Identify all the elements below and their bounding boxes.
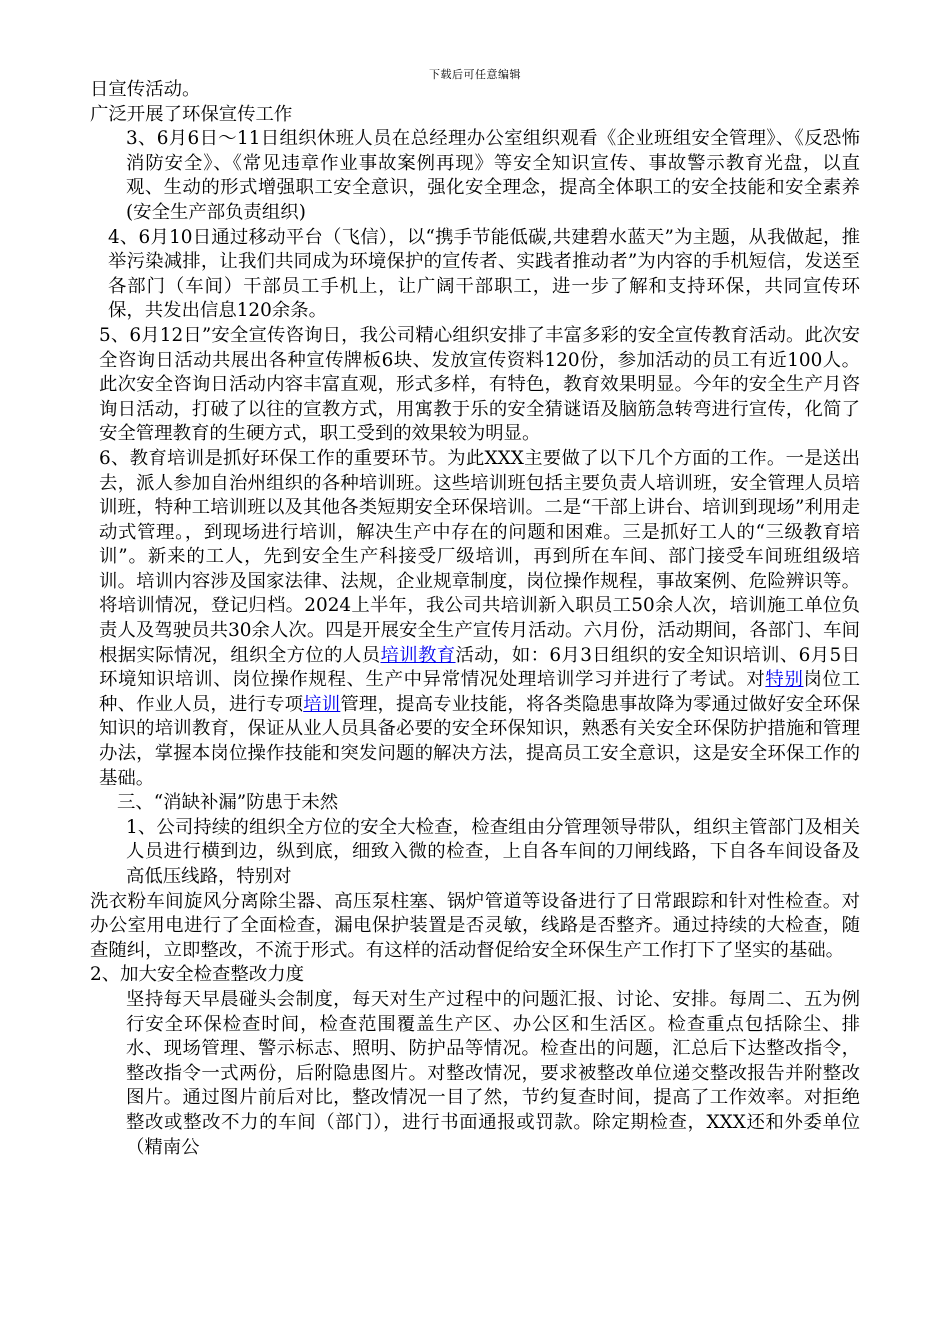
paragraph-4: 4、6月10日通过移动平台（飞信），以“携手节能低碳,共建碧水蓝天”为主题，从我做起，推举污染减排，让我们共同成为环境保护的宣传者、实践者推动者”为内容的手机短信，发送至各部门（车间）干部员工手机上，让广阔干部职工，进一步了解和支持环保，共同宣传环保，共发出信息120余条。 — [108, 226, 860, 322]
subheading-2: 2、加大安全检查整改力度 — [90, 964, 304, 986]
training-link[interactable]: 培训 — [303, 693, 341, 715]
paragraph-11: 坚持每天早晨碰头会制度，每天对生产过程中的问题汇报、讨论、安排。每周二、五为例行安全环保检查时间，检查范围覆盖生产区、办公区和生活区。检查重点包括除尘、排水、现场管理、警示标志、照明、防护品等情况。检查出的问题，汇总后下达整改指令，整改指令一式两份，后附隐患图片。对整改情况，要求被整改单位递交整改报告并附整改图片。通过图片前后对比，整改情况一目了然，节约复查时间，提高了工作效率。对拒绝整改或整改不力的车间（部门），进行书面通报或罚款。除定期检查，XXX还和外委单位（精南公 — [126, 988, 860, 1158]
section-heading-3: 三、“消缺补漏”防患于未然 — [117, 792, 339, 814]
paragraph-1: 日宣传活动。 — [90, 79, 201, 100]
header-note: 下载后可任意编辑 — [429, 68, 521, 81]
paragraph-6-text-d: 管理，提高专业技能，将各类隐患事故降为零通过做好安全环保知识的培训教育，保证从业人员具备必要的安全环保知识，熟悉有关安全环保防护措施和管理办法，掌握本岗位操作技能和突发问题的解决方法，提高员工安全意识，这是安全环保工作的基础。 — [99, 693, 860, 789]
paragraph-2: 广泛开展了环保宣传工作 — [90, 103, 293, 125]
paragraph-5: 5、6月12日”安全宣传咨询日，我公司精心组织安排了丰富多彩的安全宣传教育活动。此次安全咨询日活动共展出各种宣传牌板6块、发放宣传资料120份，参加活动的员工有近100人。此次安全咨询日活动内容丰富直观，形式多样，有特色，教育效果明显。今年的安全生产月咨询日活动，打破了以往的宣教方式，用寓教于乐的安全猜谜语及脑筋急转弯进行宣传，化简了安全管理教育的生硬方式，职工受到的效果较为明显。 — [99, 324, 860, 445]
training-education-link[interactable]: 培训教育 — [380, 644, 456, 666]
paragraph-6-text-a: 6、教育培训是抓好环保工作的重要环节。为此XXX主要做了以下几个方面的工作。一是送出去，派人参加自治州组织的各种培训班。这些培训班包括主要负责人培训班，安全管理人员培训班，特种工培训班以及其他各类短期安全环保培训。二是“干部上讲台、培训到现场”利用走动式管理。，到现场进行培训，解决生产中存在的问题和困难。三是抓好工人的“三级教育培训”。新来的工人，先到安全生产科接受厂级培训，再到所在车间、部门接受车间班组级培训。培训内容涉及国家法律、法规，企业规章制度，岗位操作规程，事故案例、危险辨识等。将培训情况，登记归档。2024上半年，我公司共培训新入职员工50余人次，培训施工单位负责人及驾驶员共30余人次。四是开展安全生产宣传月活动。六月份，活动期间，各部门、车间根据实际情况，组织全方位的人员 — [99, 447, 860, 666]
paragraph-6-text-c: 岗位工种、作业人员，进行专项 — [99, 669, 860, 715]
paragraph-9: 洗衣粉车间旋风分离除尘器、高压泵柱塞、锅炉管道等设备进行了日常跟踪和针对性检查。对办公室用电进行了全面检查，漏电保护装置是否灵敏，线路是否整齐。通过持续的大检查，随查随纠，立即整改，不流于形式。有这样的活动督促给安全环保生产工作打下了坚实的基础。 — [90, 890, 860, 961]
paragraph-6-text-b: 活动，如：6月3日组织的安全知识培训、6月5日环境知识培训、岗位操作规程、生产中异常情况处理培训学习并进行了考试。对 — [99, 644, 860, 691]
paragraph-3: 3、6月6日～11日组织休班人员在总经理办公室组织观看《企业班组安全管理》、《反恐怖消防安全》、《常见违章作业事故案例再现》等安全知识宣传、事故警示教育光盘，以直观、生动的形式增强职工安全意识，强化安全理念，提高全体职工的安全技能和安全素养(安全生产部负责组织) — [126, 128, 860, 223]
document-body — [90, 78, 860, 1160]
special-link[interactable]: 特别 — [765, 669, 804, 691]
paragraph-8: 1、公司持续的组织全方位的安全大检查，检查组由分管理领导带队，组织主管部门及相关人员进行横到边，纵到底，细致入微的检查，上自各车间的刀闸线路，下自各车间设备及高低压线路，特别对 — [126, 816, 860, 887]
paragraph-6 — [90, 447, 860, 791]
